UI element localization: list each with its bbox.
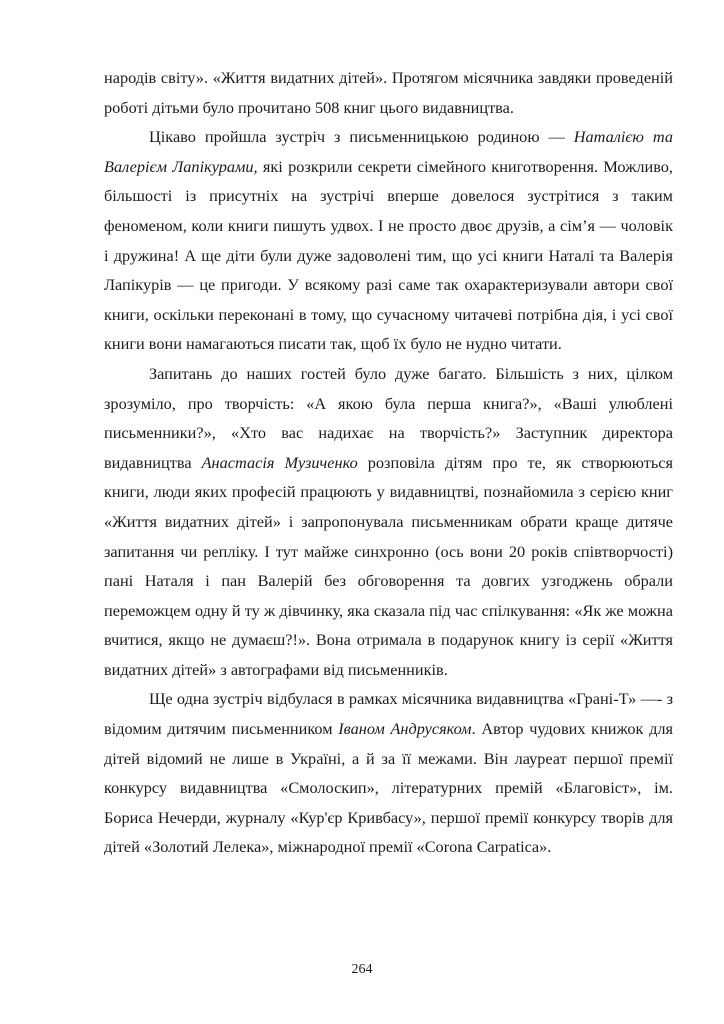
paragraph-2-author-names: Наталією та Валерієм Лапікурами,: [104, 127, 673, 176]
paragraph-4-writer-name: Іваном Андрусяком: [338, 719, 472, 739]
paragraph-2-text-end: які розкрили секрети сімейного книготворення. Можливо, більшості із присутніх на зустрічі вперше довелося зустрітися з таким феноменом, коли книги пишуть удвох. І не просто двоє друзів, а сім’я — чоловік і дружина! А ще діти були дуже задоволені тим, що усі книги Наталі та Валерія Лапікурів — це пригоди. У всякому разі саме так охарактеризували автори свої книги, оскільки переконані в тому, що сучасному читачеві потрібна дія, і усі свої книги вони намагаються писати так, щоб їх було не нудно читати.: [104, 156, 673, 354]
paragraph-4: [104, 684, 673, 862]
paragraph-4-text-start: Ще одна зустріч відбулася в рамках місячника видавництва «Грані-Т» —- з відомим дитячим письменником: [104, 689, 673, 739]
paragraph-4-text-end: . Автор чудових книжок для дітей відомий не лише в Україні, а й за її межами. Він лауреат першої премії конкурсу видавництва «Смолоскип», літературних премій «Благовіст», ім. Бориса Нечерди, журналу «Кур'єр Кривбасу», першої премії конкурсу творів для дітей «Золотий Лелека», міжнародної премії «Corona Carpatica».: [104, 719, 673, 857]
paragraph-3: [104, 359, 673, 685]
paragraph-2: [104, 122, 673, 359]
paragraph-3-deputy-name: Анастасія Музиченко: [201, 452, 358, 472]
paragraph-1: [104, 63, 673, 122]
paragraph-2-text-start: Цікаво пройшла зустріч з письменницькою родиною —: [149, 127, 574, 147]
paragraph-3-text-end: розповіла дітям про те, як створюються книги, люди яких професій працюють у видавництві, познайомила з серією книг «Життя видатних дітей» і запропонувала письменникам обрати краще дитяче запитання чи репліку. І тут майже синхронно (ось вони 20 років співтворчості) пані Наталя і пан Валерій без обговорення та довгих узгоджень обрали переможцем одну й ту ж дівчинку, яка сказала під час спілкування: «Як же можна вчитися, якщо не думаєш?!». Вона отримала в подарунок книгу із серії «Життя видатних дітей» з автографами від письменників.: [104, 452, 674, 679]
page-number: 264: [351, 962, 373, 977]
document-page: [104, 63, 673, 862]
paragraph-3-text-start: Запитань до наших гостей було дуже багато. Більшість з них, цілком зрозуміло, про творчість: «А якою була перша книга?», «Ваші улюблені письменники?», «Хто вас надихає на творчість?» Заступник директора видавництва: [104, 363, 673, 472]
paragraph-1-text: народів світу». «Життя видатних дітей». Протягом місячника завдяки проведеній роботі дітьми було прочитано 508 книг цього видавництва.: [104, 68, 673, 117]
